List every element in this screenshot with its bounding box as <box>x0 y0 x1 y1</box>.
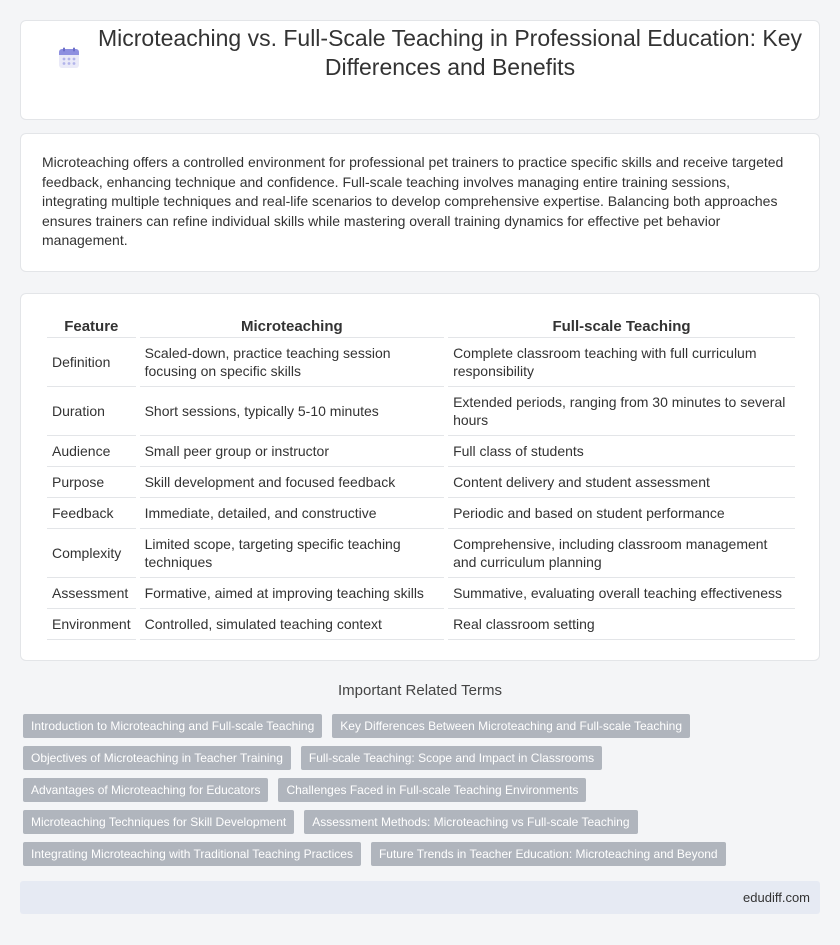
table-row <box>47 609 795 640</box>
footer-bar <box>20 881 820 914</box>
related-term-tag[interactable]: Assessment Methods: Microteaching vs Full-scale Teaching <box>304 810 637 834</box>
microteaching-cell: Skill development and focused feedback <box>140 467 444 498</box>
microteaching-cell: Small peer group or instructor <box>140 436 444 467</box>
intro-paragraph: Microteaching offers a controlled environment for professional pet trainers to practice specific skills and receive targeted feedback, enhancing technique and confidence. Full-scale teaching involves managing entire training sessions, integrating multiple techniques and real-life scenarios to develop comprehensive expertise. Balancing both approaches ensures trainers can refine individual skills while mastering overall training dynamics for effective pet behavior management. <box>42 154 784 249</box>
table-row <box>47 436 795 467</box>
table-row <box>47 387 795 436</box>
table-row <box>47 498 795 529</box>
feature-cell: Duration <box>47 387 136 436</box>
feature-cell: Assessment <box>47 578 136 609</box>
full-scale-cell: Full class of students <box>448 436 795 467</box>
microteaching-cell: Immediate, detailed, and constructive <box>140 498 444 529</box>
intro-card <box>20 133 820 272</box>
microteaching-cell: Short sessions, typically 5-10 minutes <box>140 387 444 436</box>
full-scale-cell: Content delivery and student assessment <box>448 467 795 498</box>
full-scale-cell: Periodic and based on student performance <box>448 498 795 529</box>
related-term-tag[interactable]: Microteaching Techniques for Skill Development <box>23 810 294 834</box>
feature-cell: Complexity <box>47 529 136 578</box>
related-term-tag[interactable]: Challenges Faced in Full-scale Teaching Environments <box>278 778 586 802</box>
table-row <box>47 578 795 609</box>
calendar-icon <box>58 47 80 69</box>
table-row <box>47 529 795 578</box>
feature-cell: Feedback <box>47 498 136 529</box>
related-term-tag[interactable]: Full-scale Teaching: Scope and Impact in Classrooms <box>301 746 602 770</box>
page-title: Microteaching vs. Full-Scale Teaching in Professional Education: Key Differences and Benefits <box>98 25 802 80</box>
full-scale-cell: Summative, evaluating overall teaching effectiveness <box>448 578 795 609</box>
related-term-tag[interactable]: Introduction to Microteaching and Full-scale Teaching <box>23 714 322 738</box>
related-terms-list <box>23 714 803 874</box>
comparison-card <box>20 293 820 661</box>
related-term-tag[interactable]: Objectives of Microteaching in Teacher Training <box>23 746 291 770</box>
related-term-tag[interactable]: Advantages of Microteaching for Educators <box>23 778 268 802</box>
related-terms-heading: Important Related Terms <box>338 682 502 699</box>
microteaching-cell: Controlled, simulated teaching context <box>140 609 444 640</box>
comparison-table <box>43 311 799 640</box>
microteaching-cell: Limited scope, targeting specific teaching techniques <box>140 529 444 578</box>
full-scale-cell: Complete classroom teaching with full curriculum responsibility <box>448 338 795 387</box>
column-header-full-scale: Full-scale Teaching <box>448 311 795 338</box>
site-name[interactable]: edudiff.com <box>743 890 810 905</box>
feature-cell: Purpose <box>47 467 136 498</box>
related-term-tag[interactable]: Future Trends in Teacher Education: Microteaching and Beyond <box>371 842 726 866</box>
microteaching-cell: Formative, aimed at improving teaching skills <box>140 578 444 609</box>
full-scale-cell: Extended periods, ranging from 30 minutes to several hours <box>448 387 795 436</box>
table-header-row <box>47 311 795 338</box>
column-header-feature: Feature <box>47 311 136 338</box>
table-row <box>47 467 795 498</box>
feature-cell: Environment <box>47 609 136 640</box>
related-term-tag[interactable]: Key Differences Between Microteaching and Full-scale Teaching <box>332 714 690 738</box>
related-term-tag[interactable]: Integrating Microteaching with Traditional Teaching Practices <box>23 842 361 866</box>
microteaching-cell: Scaled-down, practice teaching session focusing on specific skills <box>140 338 444 387</box>
full-scale-cell: Real classroom setting <box>448 609 795 640</box>
column-header-microteaching: Microteaching <box>140 311 444 338</box>
full-scale-cell: Comprehensive, including classroom management and curriculum planning <box>448 529 795 578</box>
table-row <box>47 338 795 387</box>
feature-cell: Definition <box>47 338 136 387</box>
feature-cell: Audience <box>47 436 136 467</box>
